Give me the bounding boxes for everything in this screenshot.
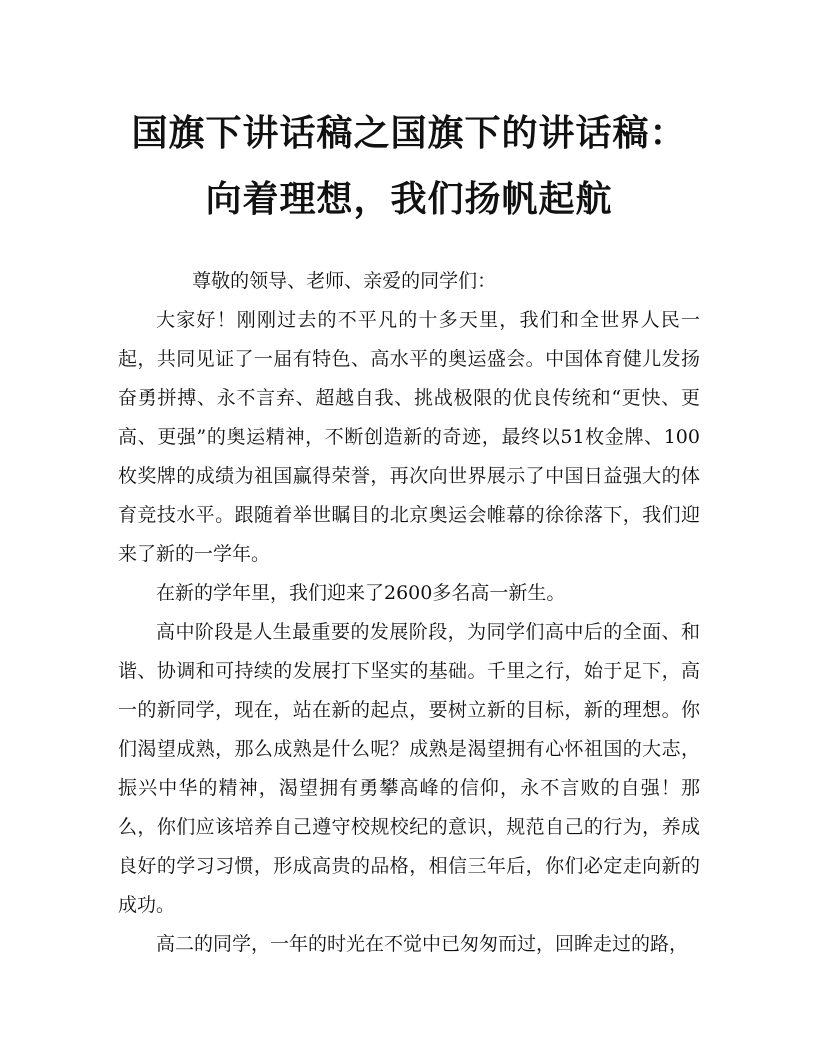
salutation: 尊敬的领导、老师、亲爱的同学们：	[192, 270, 497, 292]
paragraph: 高中阶段是人生最重要的发展阶段，为同学们高中后的全面、和谐、协调和可持续的发展打下坚实的基础。千里之行，始于足下，高一的新同学，现在，站在新的起点，要树立新的目标，新的理想。你们渴望成熟，那么成熟是什么呢？成熟是渴望拥有心怀祖国的大志，振兴中华的精神，渴望拥有勇攀高峰的信仰，永不言败的自强！那么，你们应该培养自己遵守校规校纪的意识，规范自己的行为，养成良好的学习习惯，形成高贵的品格，相信三年后，你们必定走向新的成功。	[118, 621, 700, 916]
paragraph: 在新的学年里，我们迎来了2600多名高一新生。	[156, 582, 566, 604]
document-body	[118, 262, 700, 964]
paragraph: 高二的同学，一年的时光在不觉中已匆匆而过，回眸走过的路，	[156, 933, 689, 955]
paragraph: 大家好！刚刚过去的不平凡的十多天里，我们和全世界人民一起，共同见证了一届有特色、高水平的奥运盛会。中国体育健儿发扬奋勇拼搏、永不言弃、超越自我、挑战极限的优良传统和“更快、更高、更强”的奥运精神，不断创造新的奇迹，最终以51枚金牌、100枚奖牌的成绩为祖国赢得荣誉，再次向世界展示了中国日益强大的体育竞技水平。跟随着举世瞩目的北京奥运会帷幕的徐徐落下，我们迎来了新的一学年。	[118, 309, 700, 565]
document-title: 国旗下讲话稿之国旗下的讲话稿：向着理想，我们扬帆起航	[131, 112, 687, 220]
